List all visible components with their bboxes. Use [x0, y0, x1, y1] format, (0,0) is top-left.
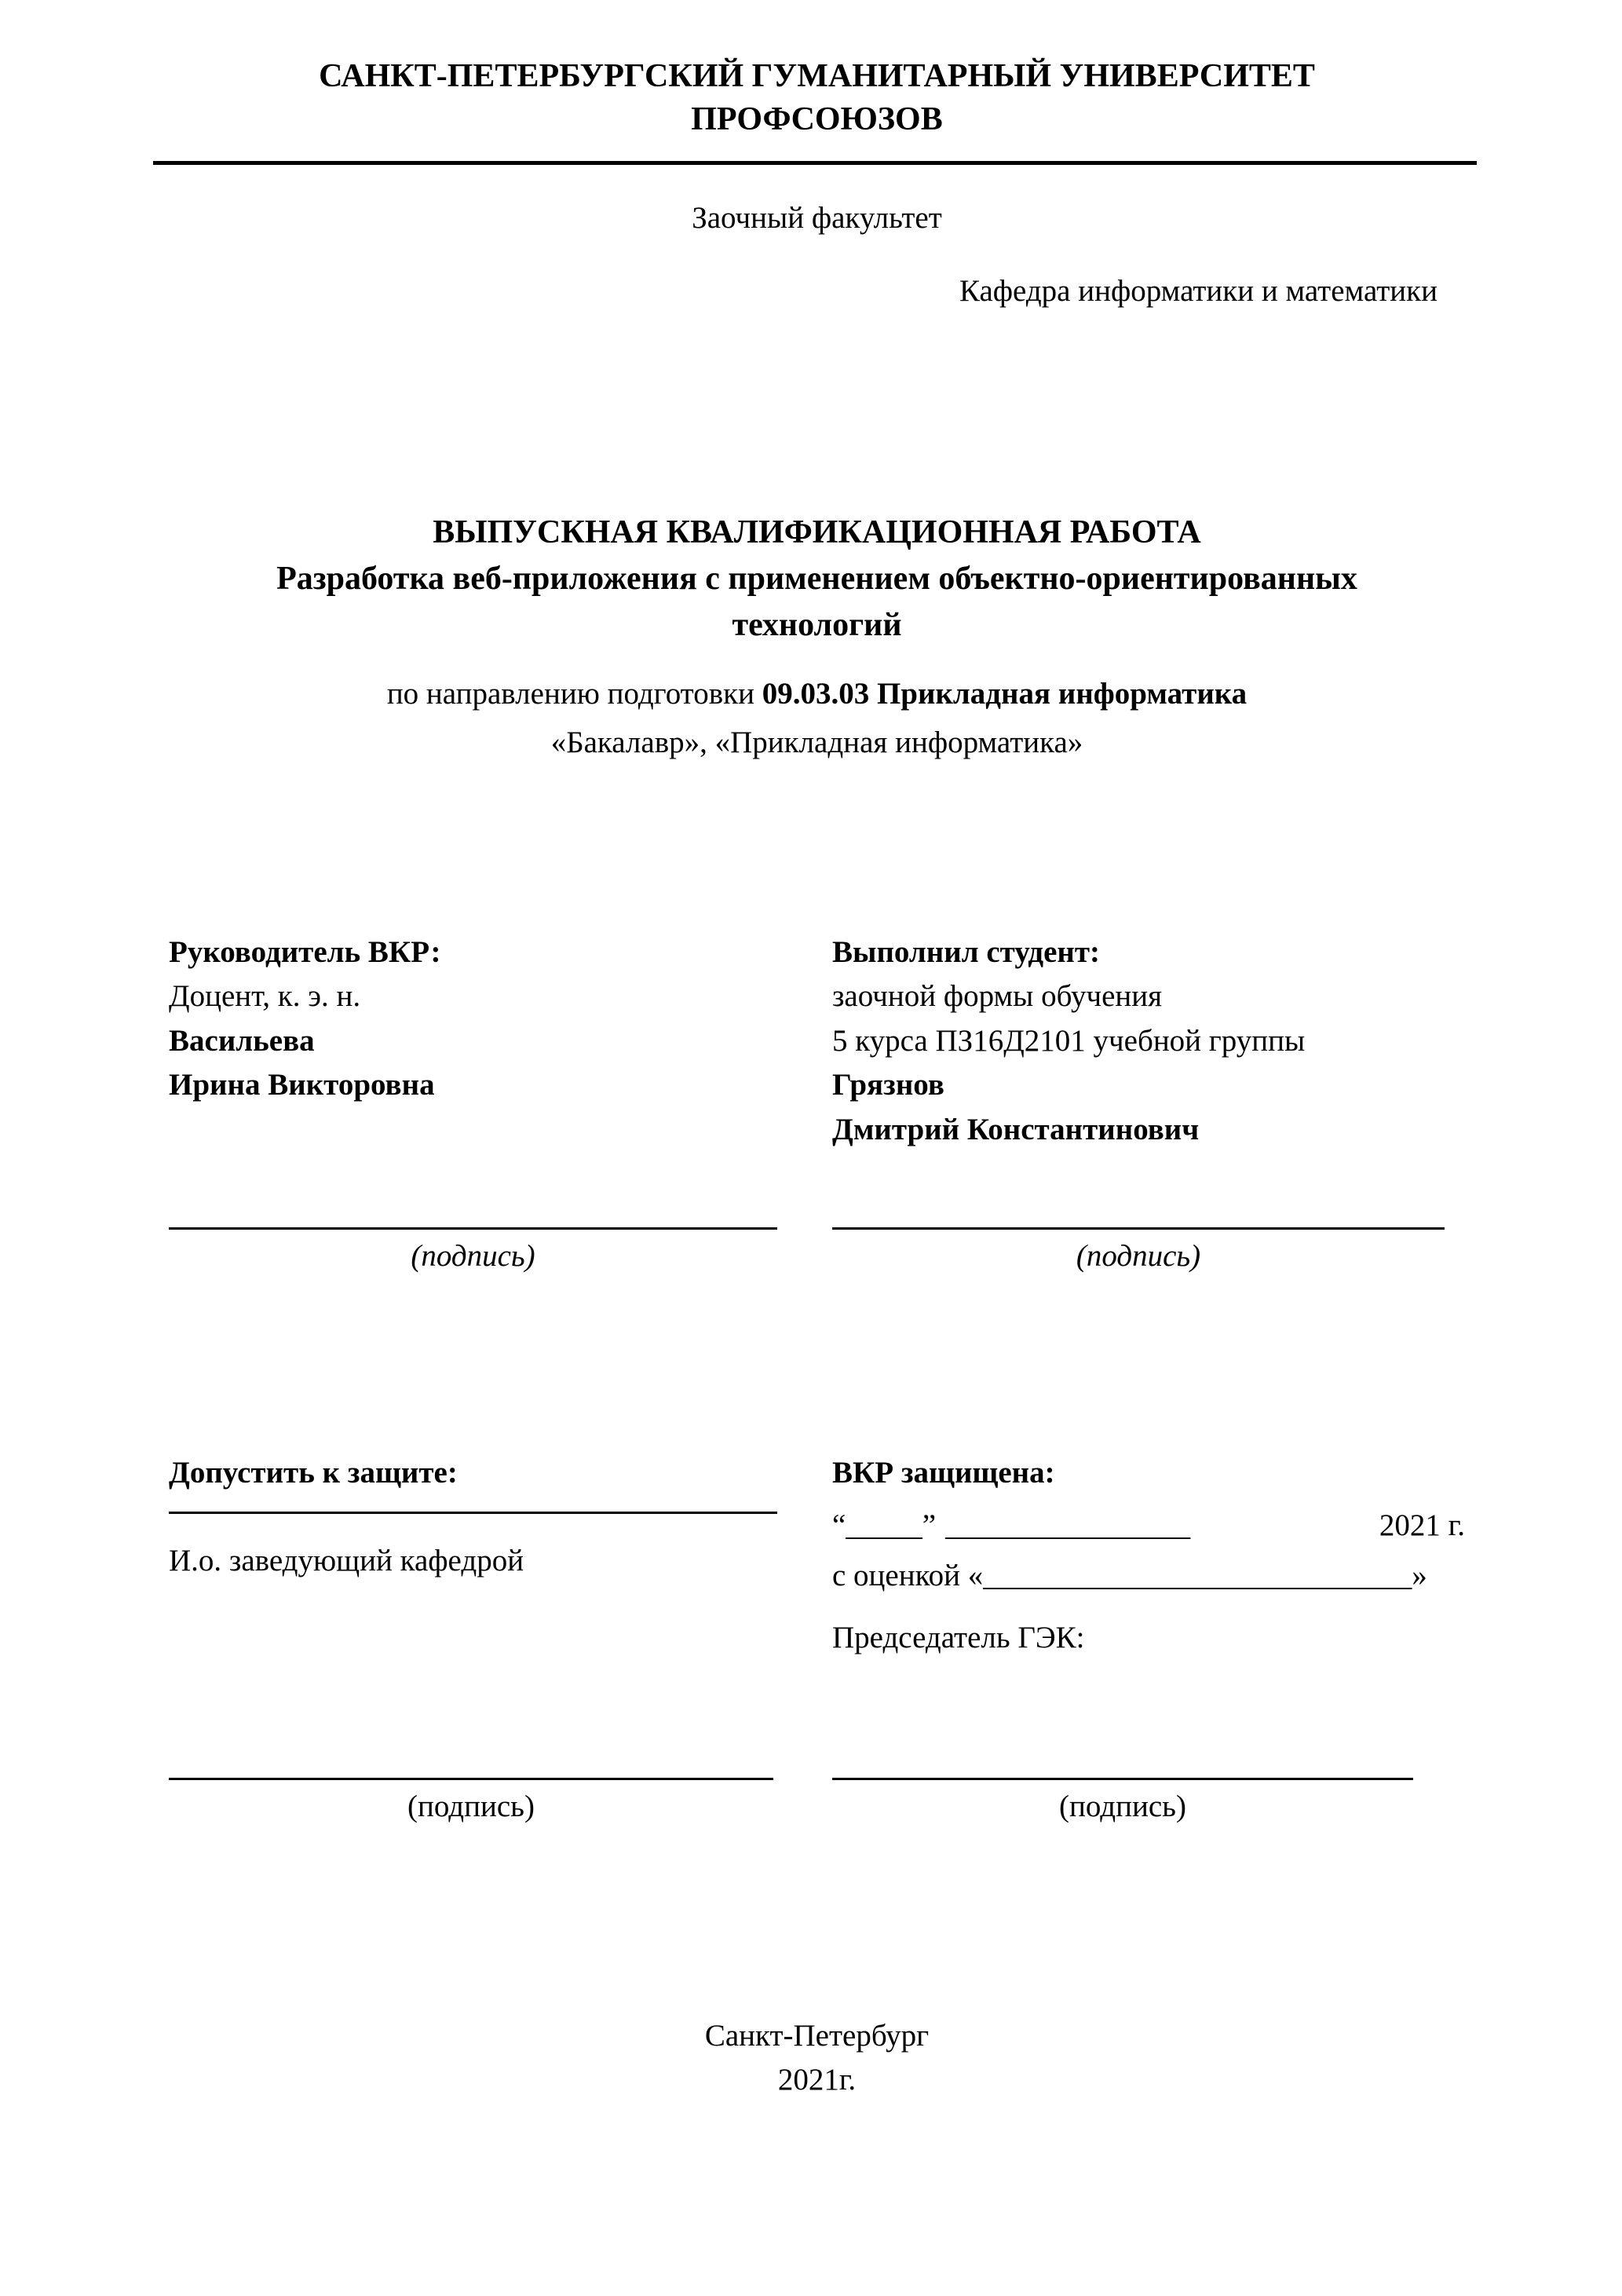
supervisor-block	[169, 930, 832, 1153]
defense-block	[832, 1451, 1465, 1660]
approval-columns	[169, 1451, 1465, 1660]
student-block	[832, 930, 1465, 1153]
admission-block	[169, 1451, 832, 1660]
student-surname: Грязнов	[832, 1068, 944, 1102]
signature-caption: (подпись)	[407, 1790, 535, 1824]
defense-date-blank: ________________	[945, 1508, 1191, 1542]
defense-heading: ВКР защищена:	[832, 1456, 1055, 1490]
department-name: Кафедра информатики и математики	[959, 273, 1438, 308]
supervisor-position: Доцент, к. э. н.	[169, 979, 361, 1014]
signature-caption: (подпись)	[411, 1238, 535, 1273]
faculty-name: Заочный факультет	[692, 201, 942, 236]
university-name-line1: САНКТ-ПЕТЕРБУРГСКИЙ ГУМАНИТАРНЫЙ УНИВЕРСИТЕТ	[319, 58, 1315, 94]
student-study-form: заочной формы обучения	[832, 979, 1163, 1014]
footer-block	[169, 2014, 1465, 2103]
supervisor-signature	[169, 1227, 832, 1279]
supervisor-surname: Васильева	[169, 1023, 315, 1058]
signature-row-1	[169, 1227, 1465, 1279]
work-type-title: ВЫПУСКНАЯ КВАЛИФИКАЦИОННАЯ РАБОТА	[433, 514, 1201, 551]
student-signature	[832, 1227, 1465, 1279]
chairman-signature	[832, 1778, 1465, 1830]
thesis-title-line2: технологий	[732, 606, 902, 643]
defense-date-line	[832, 1504, 1465, 1548]
direction-prefix: по направлению подготовки	[386, 676, 762, 711]
thesis-title-line1: Разработка веб-приложения с применением объектно-ориентированных	[276, 561, 1357, 598]
admission-heading: Допустить к защите:	[169, 1456, 458, 1490]
signature-line	[169, 1778, 773, 1780]
signature-line	[832, 1778, 1413, 1780]
title-block	[169, 510, 1465, 648]
head-signature	[169, 1778, 832, 1830]
defense-year: 2021 г.	[1379, 1508, 1465, 1542]
signature-line	[832, 1227, 1445, 1230]
student-group: 5 курса ПЗ16Д2101 учебной группы	[832, 1023, 1306, 1058]
header-rule	[153, 161, 1477, 165]
supervisor-name: Ирина Викторовна	[169, 1068, 435, 1102]
signature-row-2	[169, 1778, 1465, 1830]
signature-line	[169, 1227, 777, 1230]
signature-caption: (подпись)	[1076, 1238, 1201, 1273]
defense-date-quotes: “_____”	[832, 1508, 937, 1542]
student-name: Дмитрий Константинович	[832, 1112, 1200, 1146]
student-heading: Выполнил студент:	[832, 934, 1101, 969]
people-columns	[169, 930, 1465, 1153]
university-name	[169, 55, 1465, 141]
signature-caption: (подпись)	[1059, 1790, 1186, 1824]
university-name-line2: ПРОФСОЮЗОВ	[691, 101, 943, 137]
footer-city: Санкт-Петербург	[704, 2018, 930, 2053]
chairman-heading: Председатель ГЭК:	[832, 1620, 1085, 1654]
direction-line	[169, 672, 1465, 717]
head-of-department-role: И.о. заведующий кафедрой	[169, 1543, 524, 1578]
footer-year: 2021г.	[777, 2063, 857, 2097]
blank-line	[169, 1512, 777, 1514]
direction-code: 09.03.03 Прикладная информатика	[762, 676, 1248, 711]
grade-line: с оценкой «____________________________»	[832, 1559, 1427, 1593]
supervisor-heading: Руководитель ВКР:	[169, 934, 441, 969]
qualification-line: «Бакалавр», «Прикладная информатика»	[550, 726, 1083, 760]
